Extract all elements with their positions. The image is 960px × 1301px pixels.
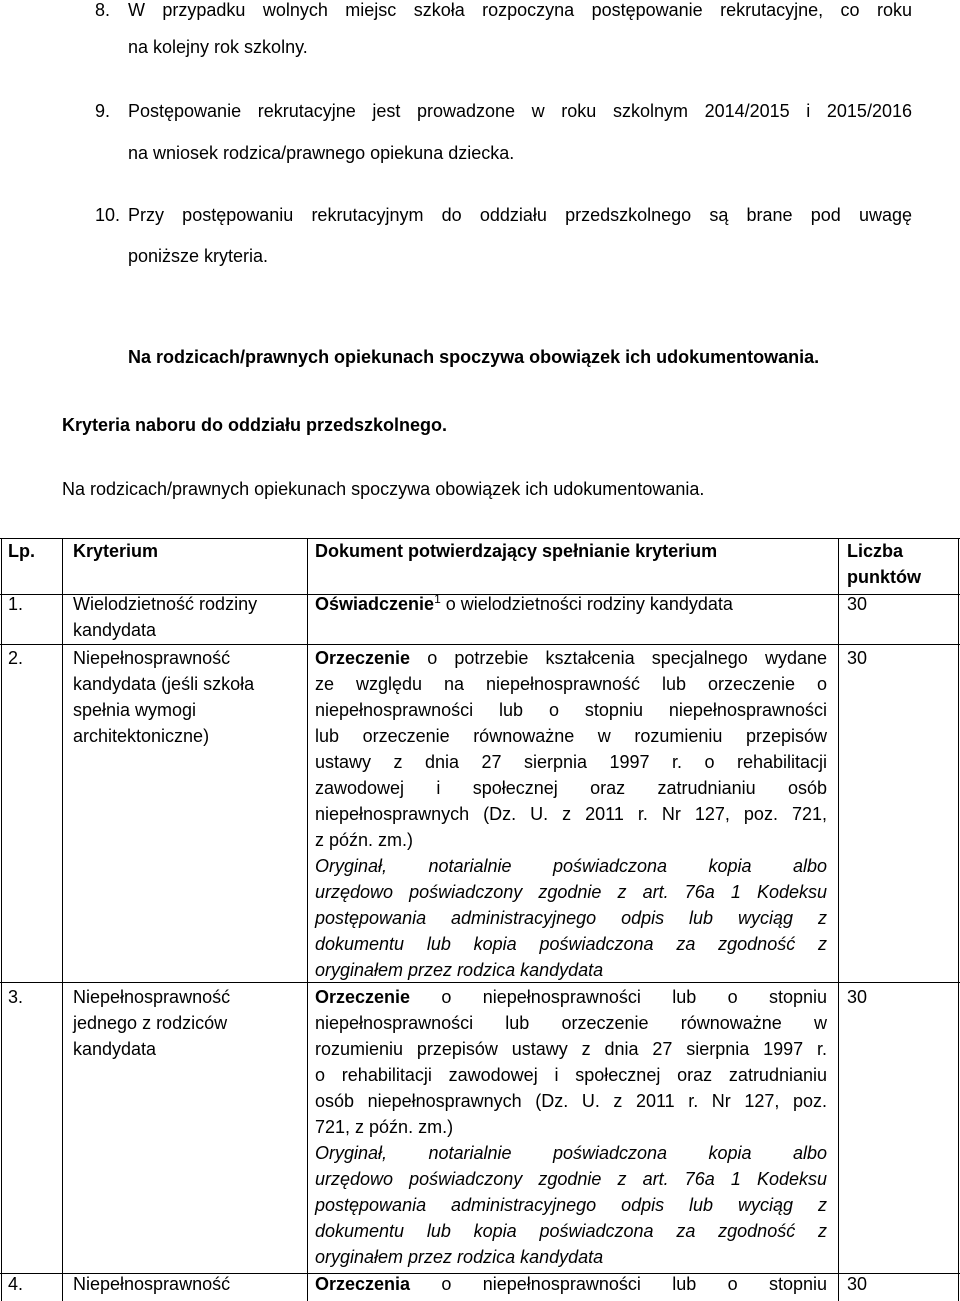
criteria-table bbox=[0, 538, 960, 1301]
row-4-lp: 4. bbox=[8, 1274, 24, 1294]
list-text-line: W przypadku wolnych miejsc szkoła rozpoczyna postępowanie rekrutacyjne, co roku bbox=[128, 0, 912, 20]
row-4-criterion: Niepełnosprawność bbox=[73, 1274, 231, 1294]
list-number: 9. bbox=[95, 101, 111, 121]
list-number: 10. bbox=[95, 205, 121, 225]
list-text-line: Przy postępowaniu rekrutacyjnym do oddziału przedszkolnego są brane pod uwagę bbox=[128, 205, 912, 225]
list-number: 8. bbox=[95, 0, 111, 20]
row-2-lp: 2. bbox=[8, 648, 24, 668]
section-title: Kryteria naboru do oddziału przedszkolnego. bbox=[62, 415, 448, 435]
notice-regular: Na rodzicach/prawnych opiekunach spoczywa obowiązek ich udokumentowania. bbox=[62, 479, 705, 499]
header-points: Liczba punktów bbox=[847, 541, 921, 587]
list-text-line: Postępowanie rekrutacyjne jest prowadzone w roku szkolnym 2014/2015 i 2015/2016 bbox=[128, 101, 912, 121]
row-2-document: Orzeczenie o potrzebie kształcenia specjalnego wydane ze względu na niepełnosprawność lub orzeczenie o niepełnosprawności lub o stopniu niepełnosprawności lub orzeczenie równoważne w rozumieniu przepisów ustawy z dnia 27 sierpnia 1997 r. o rehabilitacji zawodowej i społecznej oraz zatrudnianiu osób niepełnosprawnych (Dz. U. z 2011 r. Nr 127, poz. 721, z późn. zm.) Oryginał, notarialnie poświadczona kopia albo urzędowo poświadczony zgodnie z art. 76a 1 Kodeksu postępowania administracyjnego odpis lub wyciąg z dokumentu lub kopia poświadczona za zgodność z oryginałem przez rodzica kandydata bbox=[315, 648, 827, 980]
row-4-points: 30 bbox=[847, 1274, 868, 1294]
header-document: Dokument potwierdzający spełnianie kryterium bbox=[315, 541, 718, 561]
row-3-document: Orzeczenie o niepełnosprawności lub o stopniu niepełnosprawności lub orzeczenie równoważne w rozumieniu przepisów ustawy z dnia 27 sierpnia 1997 r. o rehabilitacji zawodowej i społecznej oraz zatrudnianiu osób niepełnosprawnych (Dz. U. z 2011 r. Nr 127, poz. 721, z późn. zm.) Oryginał, notarialnie poświadczona kopia albo urzędowo poświadczony zgodnie z art. 76a 1 Kodeksu postępowania administracyjnego odpis lub wyciąg z dokumentu lub kopia poświadczona za zgodność z oryginałem przez rodzica kandydata bbox=[315, 987, 827, 1267]
row-1-lp: 1. bbox=[8, 594, 24, 614]
row-1-document: Oświadczenie$^1$ o wielodzietności rodziny kandydata bbox=[315, 592, 733, 614]
header-lp: Lp. bbox=[8, 541, 35, 561]
list-text-line: na wniosek rodzica/prawnego opiekuna dziecka. bbox=[128, 143, 515, 163]
header-criterion: Kryterium bbox=[73, 541, 159, 561]
row-4-document: Orzeczenia o niepełnosprawności lub o stopniu bbox=[315, 1274, 827, 1294]
row-1-criterion: Wielodzietność rodziny kandydata bbox=[73, 594, 258, 640]
list-text-line: na kolejny rok szkolny. bbox=[128, 37, 308, 57]
list-text-line: poniższe kryteria. bbox=[128, 246, 269, 266]
row-3-points: 30 bbox=[847, 987, 868, 1007]
row-2-criterion: Niepełnosprawność kandydata (jeśli szkoła spełnia wymogi architektoniczne) bbox=[73, 648, 255, 746]
row-1-points: 30 bbox=[847, 594, 868, 614]
notice-bold: Na rodzicach/prawnych opiekunach spoczywa obowiązek ich udokumentowania. bbox=[128, 347, 820, 367]
row-3-criterion: Niepełnosprawność jednego z rodziców kandydata bbox=[73, 987, 231, 1059]
row-2-points: 30 bbox=[847, 648, 868, 668]
row-3-lp: 3. bbox=[8, 987, 24, 1007]
